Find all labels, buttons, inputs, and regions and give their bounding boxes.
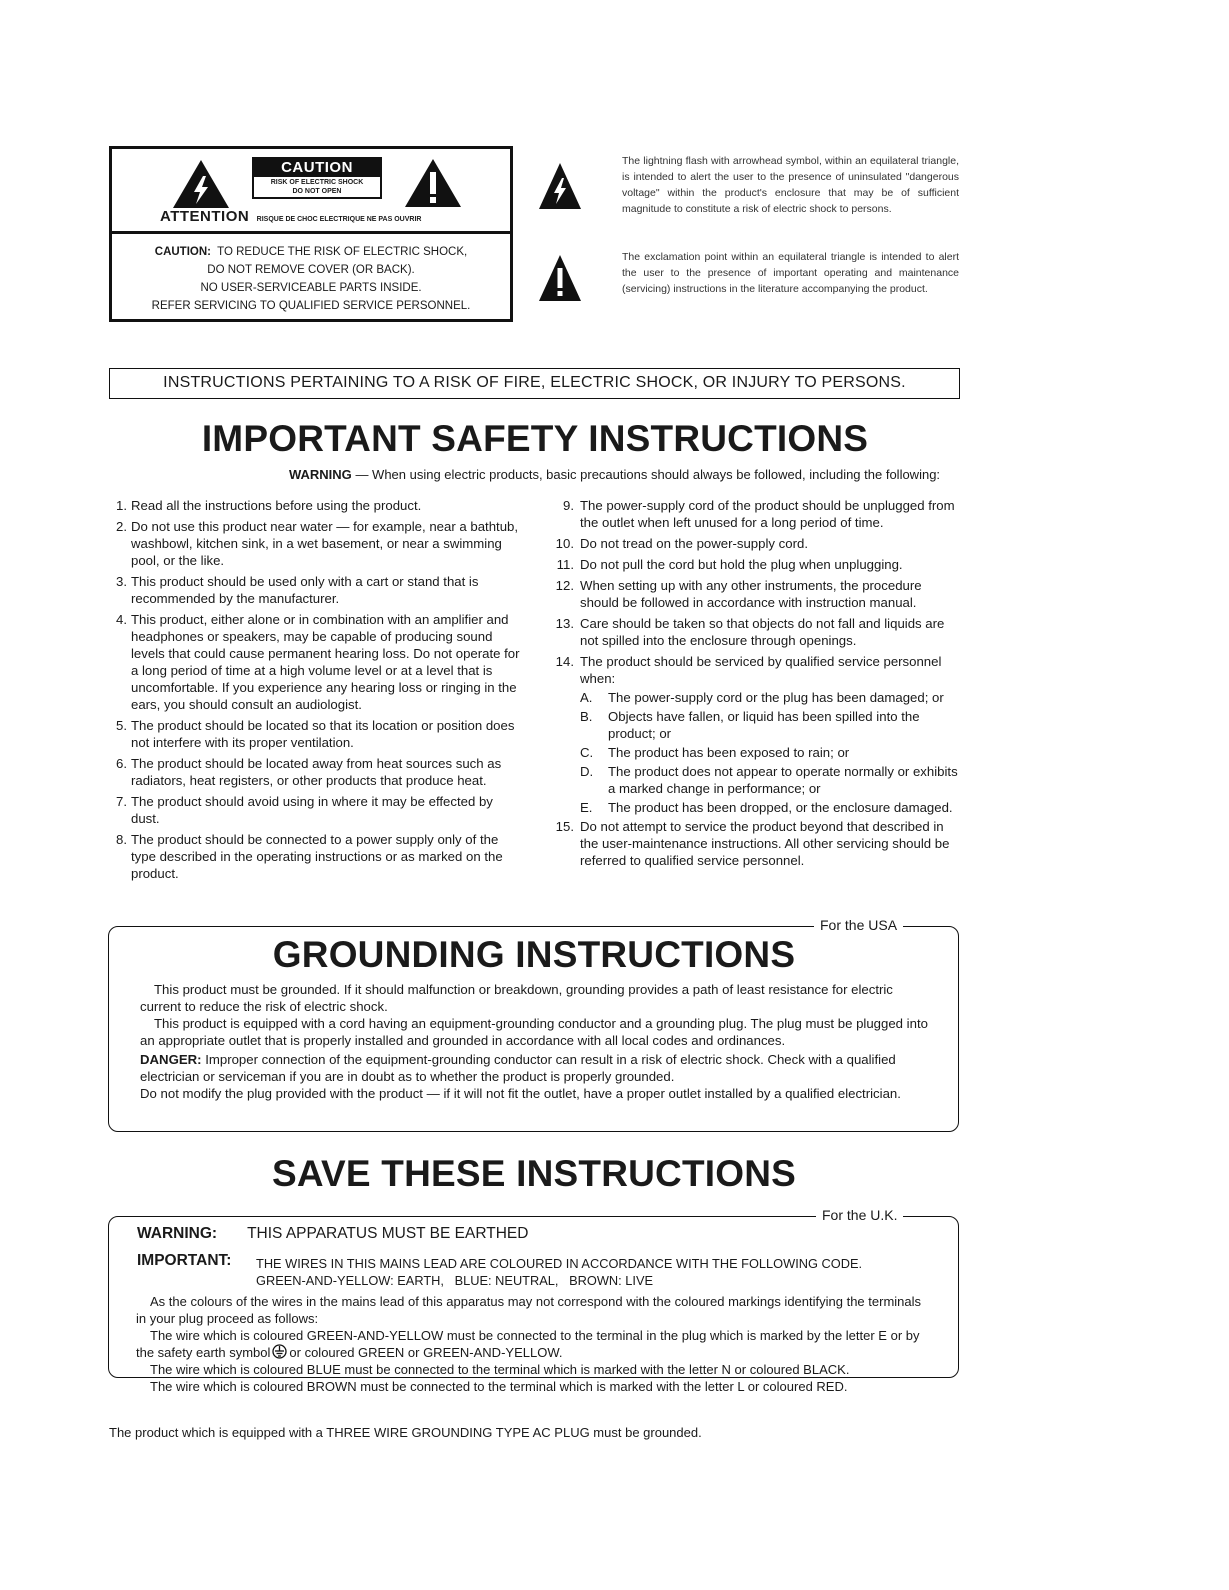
save-instructions-title: SAVE THESE INSTRUCTIONS <box>271 1153 797 1194</box>
earth-symbol-icon <box>272 1344 287 1359</box>
uk-warning-line <box>137 1225 528 1243</box>
caution-line-3: NO USER-SERVICEABLE PARTS INSIDE. <box>200 282 422 294</box>
danger-label: DANGER: <box>140 1052 202 1067</box>
uk-paragraph-2: The wire which is coloured GREEN-AND-YELLOW must be connected to the terminal in the plug which is marked by the letter E or by the safety earth symbol or coloured GREEN or GREEN-AND-YELLOW. <box>136 1328 920 1360</box>
exclamation-symbol-icon <box>538 254 582 302</box>
grounding-paragraph-1: This product must be grounded. If it should malfunction or breakdown, grounding provides a path of least resistance for electric current to reduce the risk of electric shock. <box>140 982 893 1014</box>
list-item: 15. Do not attempt to service the product beyond that described in the user-maintenance instructions. All other servicing should be referred to qualified service personnel. <box>555 819 950 868</box>
footer-note: The product which is equipped with a THREE WIRE GROUNDING TYPE AC PLUG must be grounded. <box>109 1425 702 1440</box>
list-item: 13. Care should be taken so that objects do not fall and liquids are not spilled into the enclosure through openings. <box>555 616 945 648</box>
risk-line-2: DO NOT OPEN <box>292 188 342 195</box>
uk-wiring-text <box>136 1293 926 1395</box>
uk-paragraph-4: The wire which is coloured BROWN must be connected to the terminal which is marked with the letter L or coloured RED. <box>150 1379 848 1394</box>
list-item: 10. Do not tread on the power-supply cord. <box>555 536 808 551</box>
uk-warning-text: THIS APPARATUS MUST BE EARTHED <box>247 1225 529 1242</box>
region-tag-usa: For the USA <box>814 917 903 933</box>
caution-line-4: REFER SERVICING TO QUALIFIED SERVICE PERSONNEL. <box>151 300 471 312</box>
region-tag-uk: For the U.K. <box>816 1207 903 1223</box>
caution-label-header <box>112 149 510 234</box>
grounding-paragraph-2: This product is equipped with a cord having an equipment-grounding conductor and a grounding plug. The plug must be plugged into an appropriate outlet that is properly installed and grounded in accordance with all local codes and ordinances. <box>140 1016 928 1048</box>
warning-text: — When using electric products, basic precautions should always be followed, including the following: <box>355 467 941 482</box>
uk-important-line-1: THE WIRES IN THIS MAINS LEAD ARE COLOURED IN ACCORDANCE WITH THE FOLLOWING CODE. <box>256 1256 863 1271</box>
list-item: 9. The power-supply cord of the product should be unplugged from the outlet when left unused for a long period of time. <box>563 498 955 530</box>
uk-important-text <box>256 1255 862 1289</box>
warning-line <box>0 467 1229 482</box>
sub-list-item: D. The product does not appear to operate normally or exhibits a marked change in performance; or <box>580 764 958 796</box>
lightning-symbol-icon <box>538 162 582 210</box>
caution-plate <box>252 157 382 199</box>
exclamation-symbol-explanation: The exclamation point within an equilateral triangle is intended to alert the user to the presence of important operating and maintenance (servicing) instructions in the literature accompanying the product. <box>622 251 959 295</box>
sub-list-item: A. The power-supply cord or the plug has been damaged; or <box>580 690 944 705</box>
list-item: 5. The product should be located so that its location or position does not interfere with its proper ventilation. <box>116 718 515 750</box>
attention-word: ATTENTION <box>160 208 250 225</box>
caution-label-box <box>109 146 513 322</box>
uk-important-label: IMPORTANT: <box>137 1252 232 1269</box>
uk-warning-label: WARNING: <box>137 1225 218 1242</box>
list-item: 12. When setting up with any other instruments, the procedure should be followed in accordance with instruction manual. <box>555 578 922 610</box>
safety-list-right <box>553 497 959 873</box>
uk-paragraph-3: The wire which is coloured BLUE must be connected to the terminal which is marked with the letter N or coloured BLACK. <box>150 1362 850 1377</box>
list-item: 8. The product should be connected to a power supply only of the type described in the operating instructions or as marked on the product. <box>116 832 503 881</box>
list-item: 6. The product should be located away from heat sources such as radiators, heat registers, or other products that produce heat. <box>116 756 502 788</box>
sub-list-item: B. Objects have fallen, or liquid has been spilled into the product; or <box>580 709 920 741</box>
list-item: 7. The product should avoid using in where it may be effected by dust. <box>116 794 493 826</box>
risk-of-shock-text <box>254 177 380 197</box>
caution-line-2: DO NOT REMOVE COVER (OR BACK). <box>207 264 415 276</box>
list-item: 3. This product should be used only with a cart or stand that is recommended by the manufacturer. <box>116 574 479 606</box>
caution-body <box>112 243 510 315</box>
sub-list-item: E. The product has been dropped, or the enclosure damaged. <box>580 800 953 815</box>
risk-line-1: RISK OF ELECTRIC SHOCK <box>270 179 364 186</box>
list-item: 2. Do not use this product near water — for example, near a bathtub, washbowl, kitchen sink, in a wet basement, or near a swimming pool, or the like. <box>116 519 519 568</box>
caution-word: CAUTION <box>254 159 380 177</box>
lightning-symbol-explanation: The lightning flash with arrowhead symbol, within an equilateral triangle, is intended to alert the user to the presence of uninsulated "dangerous voltage" within the product's enclosure that may be of sufficient magnitude to constitute a risk of electric shock to persons. <box>622 155 959 215</box>
list-item: 11. Do not pull the cord but hold the plug when unplugging. <box>556 557 903 572</box>
sub-list-item: C. The product has been exposed to rain; or <box>580 745 850 760</box>
grounding-danger-paragraph: DANGER: Improper connection of the equipment-grounding conductor can result in a risk of electric shock. Check with a qualified electrician or serviceman if you are in doubt as to whether the product is properly grounded. <box>140 1052 896 1084</box>
uk-important-line-2: GREEN-AND-YELLOW: EARTH, BLUE: NEUTRAL, BROWN: LIVE <box>256 1273 654 1288</box>
caution-line-1: CAUTION: TO REDUCE THE RISK OF ELECTRIC SHOCK, <box>154 246 468 258</box>
safety-list-left <box>110 497 520 886</box>
list-item: 14. The product should be serviced by qualified service personnel when: A. The power-supply cord or the plug has been damaged; or B. Objects have fallen, or liquid has been spilled into the product; or C. The product has been exposed to rain; or D. The product does not appear to operate normally or exhibits a marked change in performance; or E. The product has been dropped, or the enclosure damaged. <box>555 654 958 815</box>
grounding-text <box>140 981 930 1102</box>
list-item: 4. This product, either alone or in combination with an amplifier and headphones or speakers, may be capable of producing sound levels that could cause permanent hearing loss. Do not operate for a long period of time at a high volume level or at a level that is uncomfortable. If you experience any hearing loss or ringing in the ears, you should consult an audiologist. <box>116 612 520 712</box>
uk-paragraph-1: As the colours of the wires in the mains lead of this apparatus may not correspond with the coloured markings identifying the terminals in your plug proceed as follows: <box>136 1294 922 1326</box>
exclamation-warning-icon <box>404 158 462 208</box>
grounding-paragraph-4: Do not modify the plug provided with the product — if it will not fit the outlet, have a proper outlet installed by a qualified electrician. <box>140 1086 901 1101</box>
risk-instructions-banner: INSTRUCTIONS PERTAINING TO A RISK OF FIRE, ELECTRIC SHOCK, OR INJURY TO PERSONS. <box>109 368 960 399</box>
grounding-title: GROUNDING INSTRUCTIONS <box>272 934 796 975</box>
attention-french-text: RISQUE DE CHOC ELECTRIQUE NE PAS OUVRIR <box>256 216 422 223</box>
safety-title: IMPORTANT SAFETY INSTRUCTIONS <box>201 418 869 459</box>
lightning-warning-icon <box>172 159 230 209</box>
list-item: 1. Read all the instructions before using the product. <box>116 498 422 513</box>
attention-line <box>160 208 421 226</box>
warning-label: WARNING <box>288 467 352 482</box>
